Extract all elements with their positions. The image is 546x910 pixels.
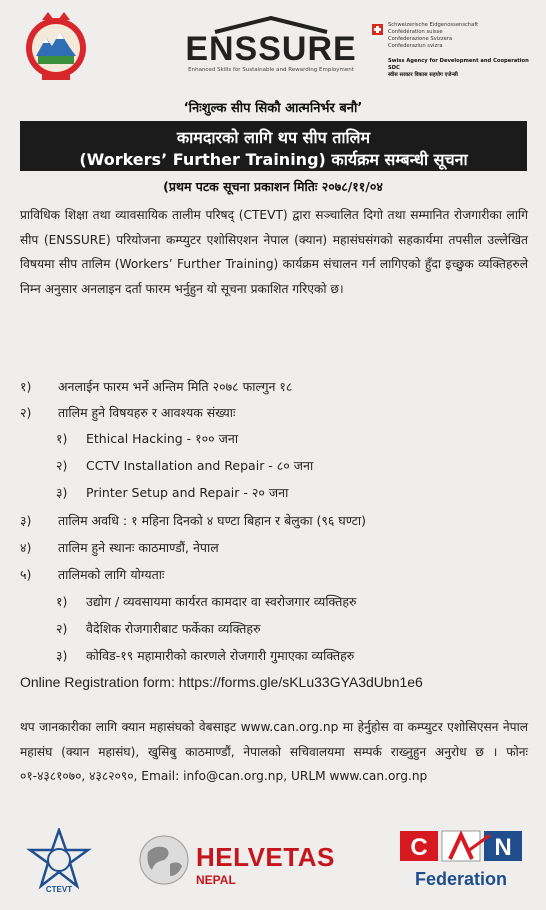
list-item [20,378,292,395]
ctevt-label: CTEVT [45,885,73,894]
item-number: ५) [20,567,32,582]
can-letter-n: N [494,834,512,861]
helvetas-logo [138,832,368,890]
title-banner [20,121,527,171]
item-number: ४) [20,540,32,555]
item-text: तालिम हुने विषयहरु र आवश्यक संख्याः [58,405,236,420]
online-registration-link[interactable]: Online Registration form: https://forms.gle/sKLu33GYA3dUbn1e6 [20,674,423,690]
helvetas-country: NEPAL [196,873,236,887]
eligibility-item [56,647,354,664]
sdc-agency-name [388,58,542,79]
ctevt-logo-icon [26,828,92,894]
list-item [20,566,164,583]
swiss-line: Confederazione Svizzera [388,36,453,42]
can-letters [398,829,524,863]
nepal-emblem-icon [24,12,88,82]
eligibility-text: कोविड-१९ महामारीको कारणले रोजगारी गुमाएका व्यक्तिहरु [86,648,355,663]
sdc-agency-english: Swiss Agency for Development and Cooperation SDC [388,58,529,71]
subject-number: ३) [56,485,68,500]
list-item [20,404,236,421]
item-number: २) [20,405,32,420]
header [0,0,546,98]
eligibility-number: ३) [56,648,68,663]
intro-paragraph: प्राविधिक शिक्षा तथा व्यावसायिक तालीम परिषद् (CTEVT) द्वारा सञ्चालित दिगो तथा सम्मानित रोजगारीका लागि सीप (ENSSURE) परियोजना कम्प्युटर एशोसिएशन नेपाल (क्यान) महासंघसंगको सहकार्यमा तपसील उल्लेखित विषयमा सीप तालिम (Workers’ Further Training) कार्यक्रम संचालन गर्न लागिएको हुँदा इच्छुक व्यक्तिहरुले निम्न अनुसार अनलाइन दर्ता फारम भर्नुहुन यो सूचना प्रकाशित गरिएको छ। [20,208,528,296]
swiss-flag-icon [372,24,383,35]
slogan: ‘निःशुल्क सीप सिकौ आत्मनिर्भर बनौ’ [183,101,363,116]
item-text: तालिमको लागि योग्यताः [58,567,165,582]
item-text: तालिम हुने स्थानः काठमाण्डौं, नेपाल [58,540,219,555]
item-number: ३) [20,513,32,528]
sdc-agency-nepali: स्वीस सरकार विकास सहयोग एजेन्सी [388,72,458,78]
eligibility-number: १) [56,594,68,609]
subject-number: २) [56,458,68,473]
swiss-confederation-names [388,22,478,50]
subject-number: १) [56,431,68,446]
eligibility-text: वैदेशिक रोजगारीबाट फर्केका व्यक्तिहरु [86,621,261,636]
swiss-line: Confédération suisse [388,29,443,35]
subject-item [56,457,313,474]
can-letter-c: C [410,834,428,861]
swiss-line: Schweizerische Eidgenossenschaft [388,22,479,28]
contact-paragraph: थप जानकारीका लागि क्यान महासंघको वेबसाइट www.can.org.np मा हेर्नुहोस वा कम्प्युटर एशोसिएसन नेपाल महासंघ (क्यान महासंघ), खुसिबु काठमाण्डौं, नेपालको सचिवालयमा सम्पर्क राख्नुहुन अनुरोध छ । फोनः ०१-४३८१०७०, ४३८२०९०, Email: info@can.org.np, URLM www.can.org.np [20,720,528,783]
publication-date: (प्रथम पटक सूचना प्रकाशन मितिः २०७८/११/०४ [163,179,383,194]
subject-item [56,484,288,501]
item-text: अनलाईन फारम भर्ने अन्तिम मिति २०७८ फाल्गुन १८ [58,379,293,394]
subject-item [56,430,238,447]
sdc-logo [372,22,542,82]
eligibility-number: २) [56,621,68,636]
enssure-wordmark: ENSSURE [185,30,357,68]
swiss-line: Confederaziun svizra [388,43,443,49]
subject-text: Ethical Hacking - १०० जना [86,431,239,446]
eligibility-text: उद्योग / व्यवसायमा कार्यरत कामदार वा स्वरोजगार व्यक्तिहरु [86,594,357,609]
title-line-1: कामदारको लागि थप सीप तालिम [176,128,371,147]
list-item [20,539,219,556]
title-line-2: (Workers’ Further Training) कार्यक्रम सम्बन्धी सूचना [79,150,468,169]
subject-text: CCTV Installation and Repair - ८० जना [86,458,314,473]
item-text: तालिम अवधि : १ महिना दिनको ४ घण्टा बिहान र बेलुका (९६ घण्टा) [58,513,366,528]
enssure-logo [173,22,369,78]
can-federation-text: Federation [414,869,507,889]
enssure-tagline: Enhanced Skills for Sustainable and Rewarding Employment [188,67,354,73]
item-number: १) [20,379,32,394]
eligibility-item [56,593,357,610]
globe-icon [138,834,190,886]
subject-text: Printer Setup and Repair - २० जना [86,485,289,500]
can-federation-logo [398,829,524,893]
eligibility-item [56,620,261,637]
helvetas-name: HELVETAS [196,842,335,872]
list-item [20,512,366,529]
